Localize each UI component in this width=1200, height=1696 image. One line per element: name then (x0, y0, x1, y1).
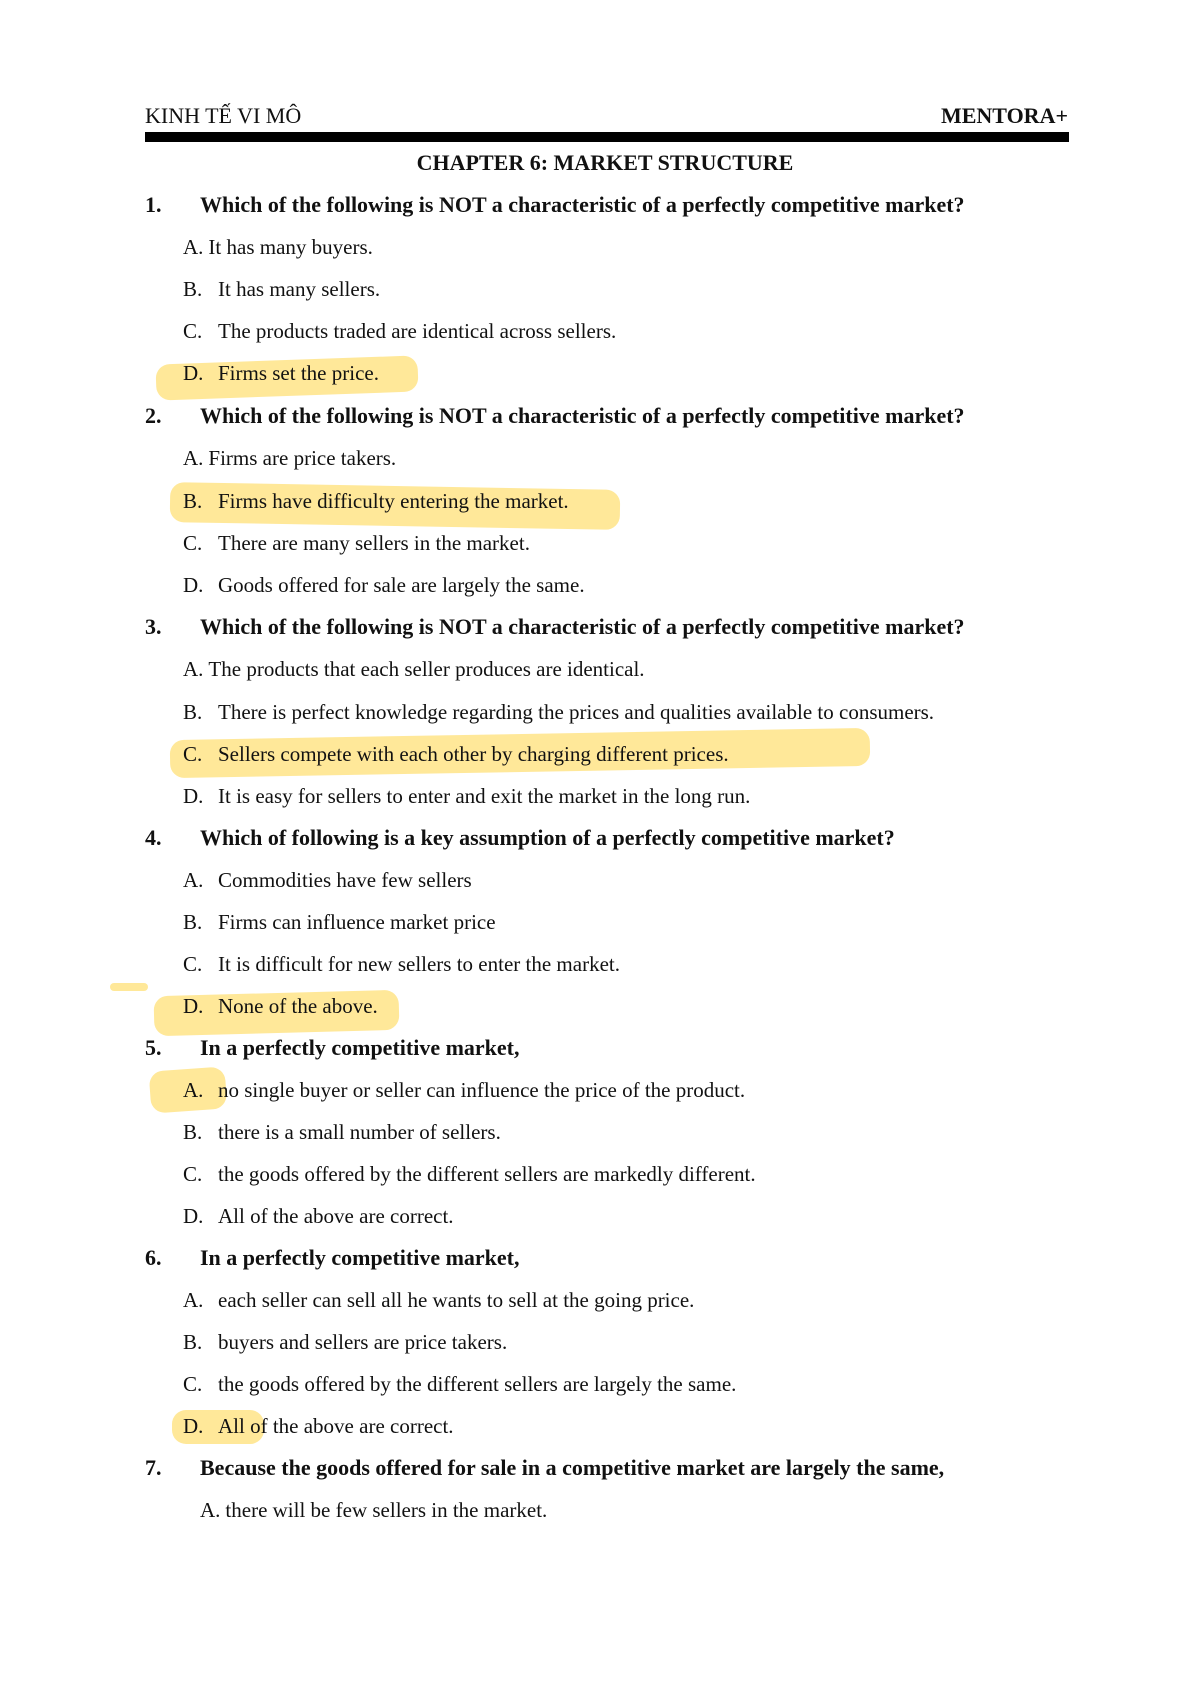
option-letter: C. (183, 319, 203, 343)
option-letter: D. (183, 994, 204, 1018)
course-name: KINH TẾ VI MÔ (145, 103, 302, 128)
question-number: 2. (145, 403, 162, 428)
option-6d (183, 1414, 454, 1438)
question-text: Which of following is a key assumption of a perfectly competitive market? (200, 825, 895, 850)
question-7 (145, 1456, 944, 1480)
option-1d (183, 361, 379, 385)
question-text: In a perfectly competitive market, (200, 1035, 520, 1060)
highlight-q4-stroke (110, 983, 148, 991)
option-7a (200, 1498, 547, 1522)
option-letter: C. (183, 742, 203, 766)
option-text: Firms can influence market price (218, 910, 496, 934)
option-letter: D. (183, 1414, 204, 1438)
option-letter: A. (200, 1498, 221, 1522)
option-5b (183, 1120, 501, 1144)
option-letter: B. (183, 910, 203, 934)
question-text: In a perfectly competitive market, (200, 1245, 520, 1270)
option-text: It is easy for sellers to enter and exit the market in the long run. (218, 784, 751, 808)
option-6c (183, 1372, 736, 1396)
option-1a (183, 235, 373, 259)
option-3a (183, 657, 645, 681)
option-text: The products traded are identical across sellers. (218, 319, 617, 343)
option-letter: B. (183, 700, 203, 724)
option-text: buyers and sellers are price takers. (218, 1330, 508, 1354)
option-text: each seller can sell all he wants to sell at the going price. (218, 1288, 695, 1312)
option-letter: A. (183, 868, 204, 892)
option-letter: D. (183, 784, 204, 808)
option-letter: D. (183, 573, 204, 597)
option-text: It is difficult for new sellers to enter the market. (218, 952, 620, 976)
option-letter: B. (183, 1120, 203, 1144)
option-letter: B. (183, 1330, 203, 1354)
option-text: no single buyer or seller can influence the price of the product. (218, 1078, 746, 1102)
question-4 (145, 826, 895, 850)
option-text: there will be few sellers in the market. (225, 1498, 548, 1522)
option-text: All of the above are correct. (218, 1414, 454, 1438)
option-text: Firms have difficulty entering the market. (218, 489, 569, 513)
question-text: Which of the following is NOT a characteristic of a perfectly competitive market? (200, 403, 965, 428)
option-text: the goods offered by the different sellers are markedly different. (218, 1162, 756, 1186)
option-3b (183, 700, 934, 724)
option-letter: A. (183, 1288, 204, 1312)
option-text: All of the above are correct. (218, 1204, 454, 1228)
header-rule (145, 132, 1069, 142)
option-letter: B. (183, 489, 203, 513)
option-text: Firms are price takers. (208, 446, 397, 470)
option-letter: A. (183, 446, 204, 470)
option-4c (183, 952, 620, 976)
option-letter: C. (183, 1162, 203, 1186)
option-2c (183, 531, 530, 555)
option-text: there is a small number of sellers. (218, 1120, 501, 1144)
option-text: The products that each seller produces are identical. (208, 657, 645, 681)
question-number: 3. (145, 614, 162, 639)
option-4d (183, 994, 378, 1018)
question-3 (145, 615, 965, 639)
chapter-title: CHAPTER 6: MARKET STRUCTURE (416, 150, 794, 175)
option-6a (183, 1288, 694, 1312)
option-text: the goods offered by the different sellers are largely the same. (218, 1372, 737, 1396)
option-2b (183, 489, 569, 513)
option-2d (183, 573, 585, 597)
question-number: 4. (145, 825, 162, 850)
option-letter: A. (183, 657, 204, 681)
question-number: 5. (145, 1035, 162, 1060)
option-5c (183, 1162, 756, 1186)
publisher-name: MENTORA+ (940, 103, 1068, 128)
question-number: 6. (145, 1245, 162, 1270)
option-text: There are many sellers in the market. (218, 531, 530, 555)
question-number: 7. (145, 1455, 162, 1480)
option-text: None of the above. (218, 994, 378, 1018)
question-number: 1. (145, 192, 162, 217)
option-4a (183, 868, 472, 892)
option-text: Commodities have few sellers (218, 868, 472, 892)
option-letter: B. (183, 277, 203, 301)
question-2 (145, 404, 965, 428)
option-letter: C. (183, 952, 203, 976)
question-5 (145, 1036, 520, 1060)
option-3c (183, 742, 729, 766)
option-text: Firms set the price. (218, 361, 379, 385)
question-text: Which of the following is NOT a characteristic of a perfectly competitive market? (200, 614, 965, 639)
question-text: Which of the following is NOT a characteristic of a perfectly competitive market? (200, 192, 965, 217)
option-1b (183, 277, 380, 301)
option-text: There is perfect knowledge regarding the prices and qualities available to consumers. (218, 700, 935, 724)
option-3d (183, 784, 750, 808)
question-6 (145, 1246, 520, 1270)
option-letter: A. (183, 1078, 204, 1102)
option-2a (183, 446, 396, 470)
option-letter: C. (183, 1372, 203, 1396)
option-5a (183, 1078, 745, 1102)
option-letter: C. (183, 531, 203, 555)
option-text: Sellers compete with each other by charging different prices. (218, 742, 729, 766)
option-text: It has many sellers. (218, 277, 381, 301)
question-text: Because the goods offered for sale in a competitive market are largely the same, (200, 1455, 945, 1480)
option-4b (183, 910, 496, 934)
option-6b (183, 1330, 507, 1354)
option-5d (183, 1204, 454, 1228)
option-text: It has many buyers. (208, 235, 373, 259)
option-letter: D. (183, 361, 204, 385)
option-text: Goods offered for sale are largely the same. (218, 573, 585, 597)
question-1 (145, 193, 965, 217)
option-letter: A. (183, 235, 204, 259)
option-letter: D. (183, 1204, 204, 1228)
option-1c (183, 319, 616, 343)
